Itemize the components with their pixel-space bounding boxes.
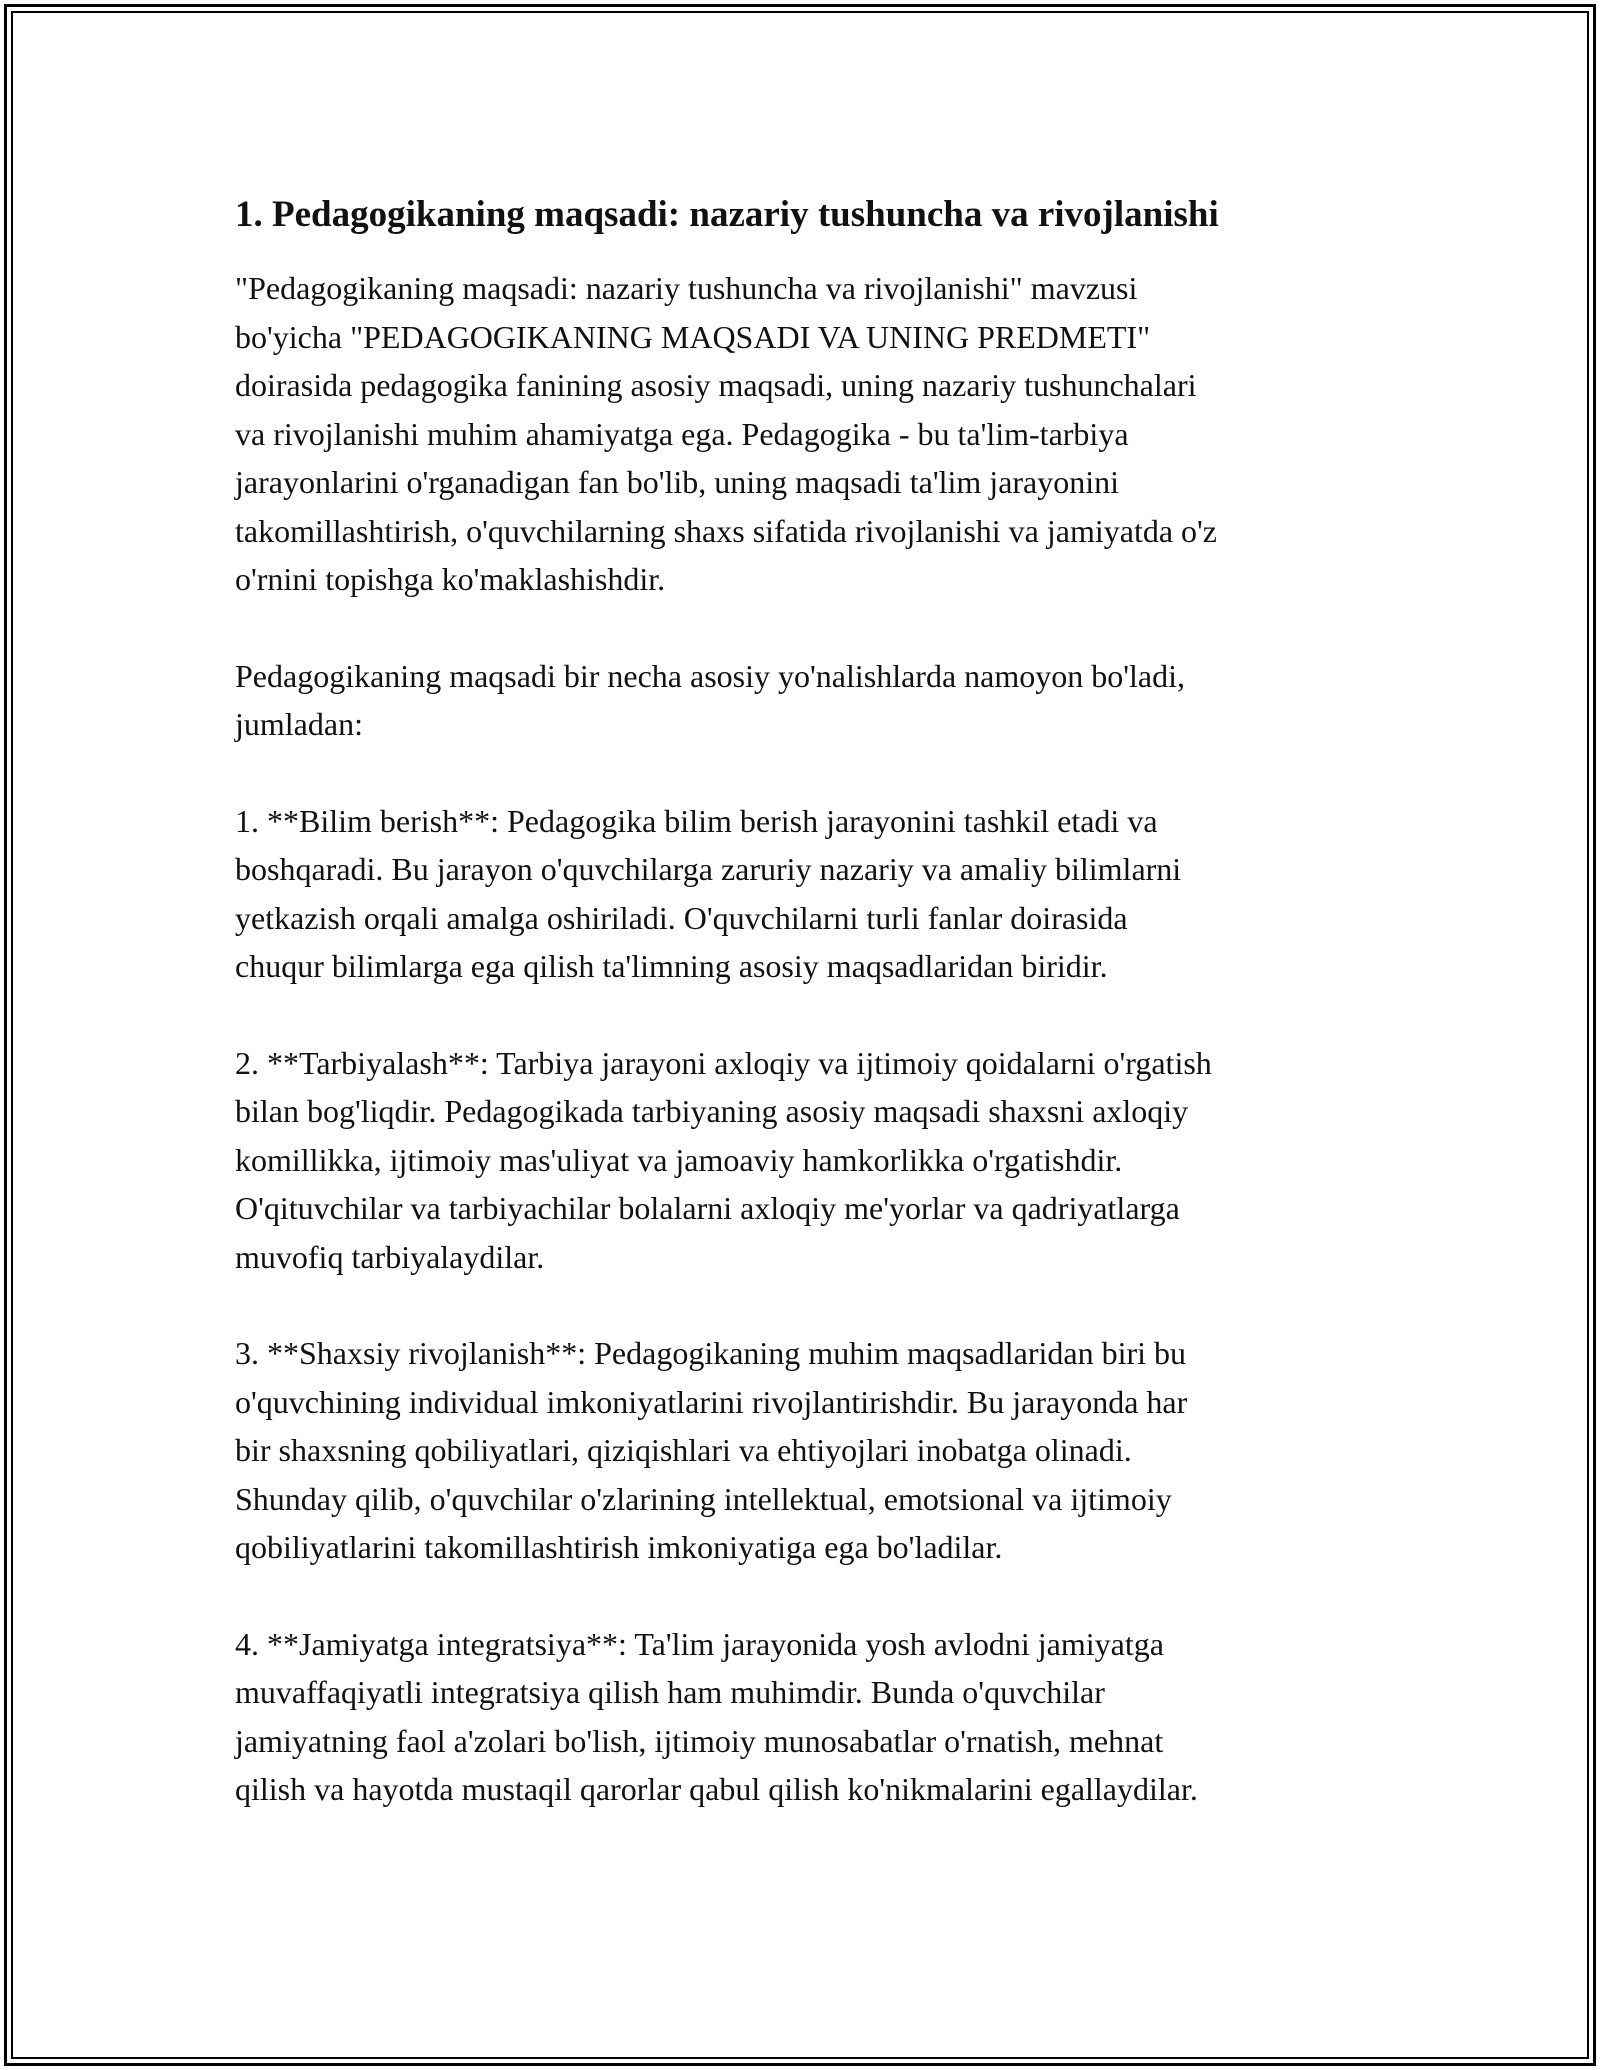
goal-item-knowledge: 1. **Bilim berish**: Pedagogika bilim berish jarayonini tashkil etadi va boshqaradi. Bu jarayon o'quvchilarga zaruriy nazariy va amaliy bilimlarni yetkazish orqali amalga oshiriladi. O'quvchilarni turli fanlar doirasida chuqur bilimlarga ega qilish ta'limning asosiy maqsadlaridan biridir. bbox=[235, 802, 1182, 984]
goals-intro-paragraph: Pedagogikaning maqsadi bir necha asosiy yo'nalishlarda namoyon bo'ladi, jumladan: bbox=[235, 657, 1185, 742]
goal-item-social-integration: 4. **Jamiyatga integratsiya**: Ta'lim jarayonida yosh avlodni jamiyatga muvaffaqiyatli integratsiya qilish ham muhimdir. Bunda o'quvchilar jamiyatning faol a'zolari bo'lish, ijtimoiy munosabatlar o'rnatish, mehnat qilish va hayotda mustaqil qarorlar qabul qilish ko'nikmalarini egallaydilar. bbox=[235, 1625, 1198, 1807]
goal-item-personal-development: 3. **Shaxsiy rivojlanish**: Pedagogikaning muhim maqsadlaridan biri bu o'quvchining individual imkoniyatlarini rivojlantirishdir. Bu jarayonda har bir shaxsning qobiliyatlari, qiziqishlari va ehtiyojlari inobatga olinadi. Shunday qilib, o'quvchilar o'zlarining intellektual, emotsional va ijtimoiy qobiliyatlarini takomillashtirish imkoniyatiga ega bo'ladilar. bbox=[235, 1335, 1188, 1565]
section-heading: 1. Pedagogikaning maqsadi: nazariy tushuncha va rivojlanishi bbox=[235, 194, 1219, 235]
intro-paragraph: "Pedagogikaning maqsadi: nazariy tushuncha va rivojlanishi" mavzusi bo'yicha "PEDAGOGIKANING MAQSADI VA UNING PREDMETI" doirasida pedagogika fanining asosiy maqsadi, uning nazariy tushunchalari va rivojlanishi muhim ahamiyatga ega. Pedagogika - bu ta'lim-tarbiya jarayonlarini o'rganadigan fan bo'lib, uning maqsadi ta'lim jarayonini takomillashtirish, o'quvchilarning shaxs sifatida rivojlanishi va jamiyatda o'z o'rnini topishga ko'maklashishdir. bbox=[235, 270, 1217, 597]
document-body bbox=[235, 186, 1365, 1862]
goal-item-upbringing: 2. **Tarbiyalash**: Tarbiya jarayoni axloqiy va ijtimoiy qoidalarni o'rgatish bilan bog'liqdir. Pedagogikada tarbiyaning asosiy maqsadi shaxsni axloqiy komillikka, ijtimoiy mas'uliyat va jamoaviy hamkorlikka o'rgatishdir. O'qituvchilar va tarbiyachilar bolalarni axloqiy me'yorlar va qadriyatlarga muvofiq tarbiyalaydilar. bbox=[235, 1044, 1212, 1275]
